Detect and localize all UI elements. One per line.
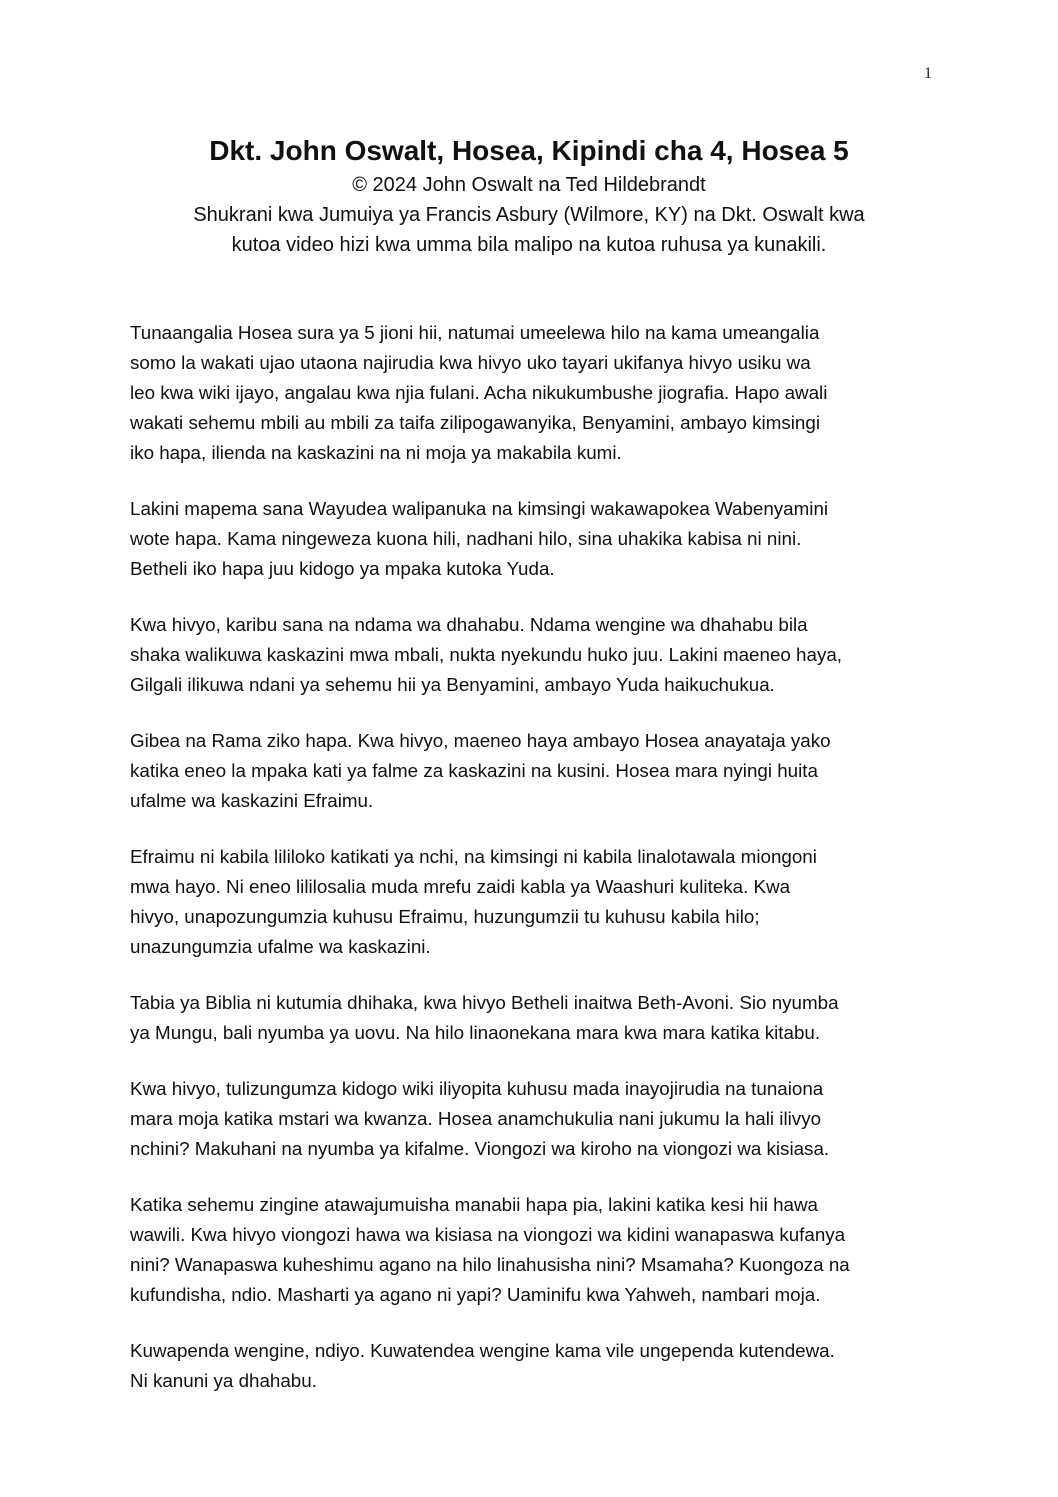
paragraph-line: Kwa hivyo, tulizungumza kidogo wiki iliyopita kuhusu mada inayojirudia na tunaiona [130, 1078, 824, 1099]
body-paragraph [130, 726, 930, 816]
paragraph-line: Gilgali ilikuwa ndani ya sehemu hii ya Benyamini, ambayo Yuda haikuchukua. [130, 674, 775, 695]
document-body [130, 318, 930, 1422]
paragraph-line: mara moja katika mstari wa kwanza. Hosea anamchukulia nani jukumu la hali ilivyo [130, 1108, 822, 1129]
paragraph-line: nini? Wanapaswa kuheshimu agano na hilo linahusisha nini? Msamaha? Kuongoza na [130, 1254, 850, 1275]
paragraph-line: katika eneo la mpaka kati ya falme za kaskazini na kusini. Hosea mara nyingi huita [130, 760, 818, 781]
paragraph-line: kufundisha, ndio. Masharti ya agano ni yapi? Uaminifu kwa Yahweh, nambari moja. [130, 1284, 821, 1305]
paragraph-line: somo la wakati ujao utaona najirudia kwa hivyo uko tayari ukifanya hivyo usiku wa [130, 352, 811, 373]
paragraph-line: iko hapa, ilienda na kaskazini na ni moja ya makabila kumi. [130, 442, 622, 463]
acknowledgement-line-1: Shukrani kwa Jumuiya ya Francis Asbury (Wilmore, KY) na Dkt. Oswalt kwa [193, 204, 865, 226]
document-title: Dkt. John Oswalt, Hosea, Kipindi cha 4, Hosea 5 [209, 135, 849, 166]
paragraph-line: ufalme wa kaskazini Efraimu. [130, 790, 374, 811]
paragraph-line: leo kwa wiki ijayo, angalau kwa njia fulani. Acha nikukumbushe jiografia. Hapo awali [130, 382, 828, 403]
acknowledgement-line-2: kutoa video hizi kwa umma bila malipo na kutoa ruhusa ya kunakili. [231, 234, 827, 256]
body-paragraph [130, 1336, 930, 1396]
document-header [100, 132, 958, 260]
body-paragraph [130, 610, 930, 700]
paragraph-line: nchini? Makuhani na nyumba ya kifalme. Viongozi wa kiroho na viongozi wa kisiasa. [130, 1138, 830, 1159]
paragraph-line: Katika sehemu zingine atawajumuisha manabii hapa pia, lakini katika kesi hii hawa [130, 1194, 818, 1215]
paragraph-line: Gibea na Rama ziko hapa. Kwa hivyo, maeneo haya ambayo Hosea anayataja yako [130, 730, 831, 751]
paragraph-line: Betheli iko hapa juu kidogo ya mpaka kutoka Yuda. [130, 558, 555, 579]
paragraph-line: Tabia ya Biblia ni kutumia dhihaka, kwa hivyo Betheli inaitwa Beth-Avoni. Sio nyumba [130, 992, 839, 1013]
paragraph-line: Kuwapenda wengine, ndiyo. Kuwatendea wengine kama vile ungependa kutendewa. [130, 1340, 835, 1361]
paragraph-line: wote hapa. Kama ningeweza kuona hili, nadhani hilo, sina uhakika kabisa ni nini. [130, 528, 802, 549]
paragraph-line: Efraimu ni kabila lililoko katikati ya nchi, na kimsingi ni kabila linalotawala miongoni [130, 846, 817, 867]
paragraph-line: mwa hayo. Ni eneo lililosalia muda mrefu zaidi kabla ya Waashuri kuliteka. Kwa [130, 876, 791, 897]
paragraph-line: shaka walikuwa kaskazini mwa mbali, nukta nyekundu huko juu. Lakini maeneo haya, [130, 644, 843, 665]
paragraph-line: Tunaangalia Hosea sura ya 5 jioni hii, natumai umeelewa hilo na kama umeangalia [130, 322, 820, 343]
body-paragraph [130, 318, 930, 468]
page-number: 1 [924, 65, 932, 82]
body-paragraph [130, 494, 930, 584]
copyright-line: © 2024 John Oswalt na Ted Hildebrandt [352, 174, 706, 196]
paragraph-line: ya Mungu, bali nyumba ya uovu. Na hilo linaonekana mara kwa mara katika kitabu. [130, 1022, 821, 1043]
paragraph-line: Ni kanuni ya dhahabu. [130, 1370, 317, 1391]
paragraph-line: Lakini mapema sana Wayudea walipanuka na kimsingi wakawapokea Wabenyamini [130, 498, 829, 519]
paragraph-line: wawili. Kwa hivyo viongozi hawa wa kisiasa na viongozi wa kidini wanapaswa kufanya [130, 1224, 846, 1245]
paragraph-line: Kwa hivyo, karibu sana na ndama wa dhahabu. Ndama wengine wa dhahabu bila [130, 614, 808, 635]
paragraph-line: wakati sehemu mbili au mbili za taifa zilipogawanyika, Benyamini, ambayo kimsingi [130, 412, 820, 433]
body-paragraph [130, 842, 930, 962]
body-paragraph [130, 1190, 930, 1310]
paragraph-line: unazungumzia ufalme wa kaskazini. [130, 936, 431, 957]
paragraph-line: hivyo, unapozungumzia kuhusu Efraimu, huzungumzii tu kuhusu kabila hilo; [130, 906, 760, 927]
body-paragraph [130, 988, 930, 1048]
body-paragraph [130, 1074, 930, 1164]
